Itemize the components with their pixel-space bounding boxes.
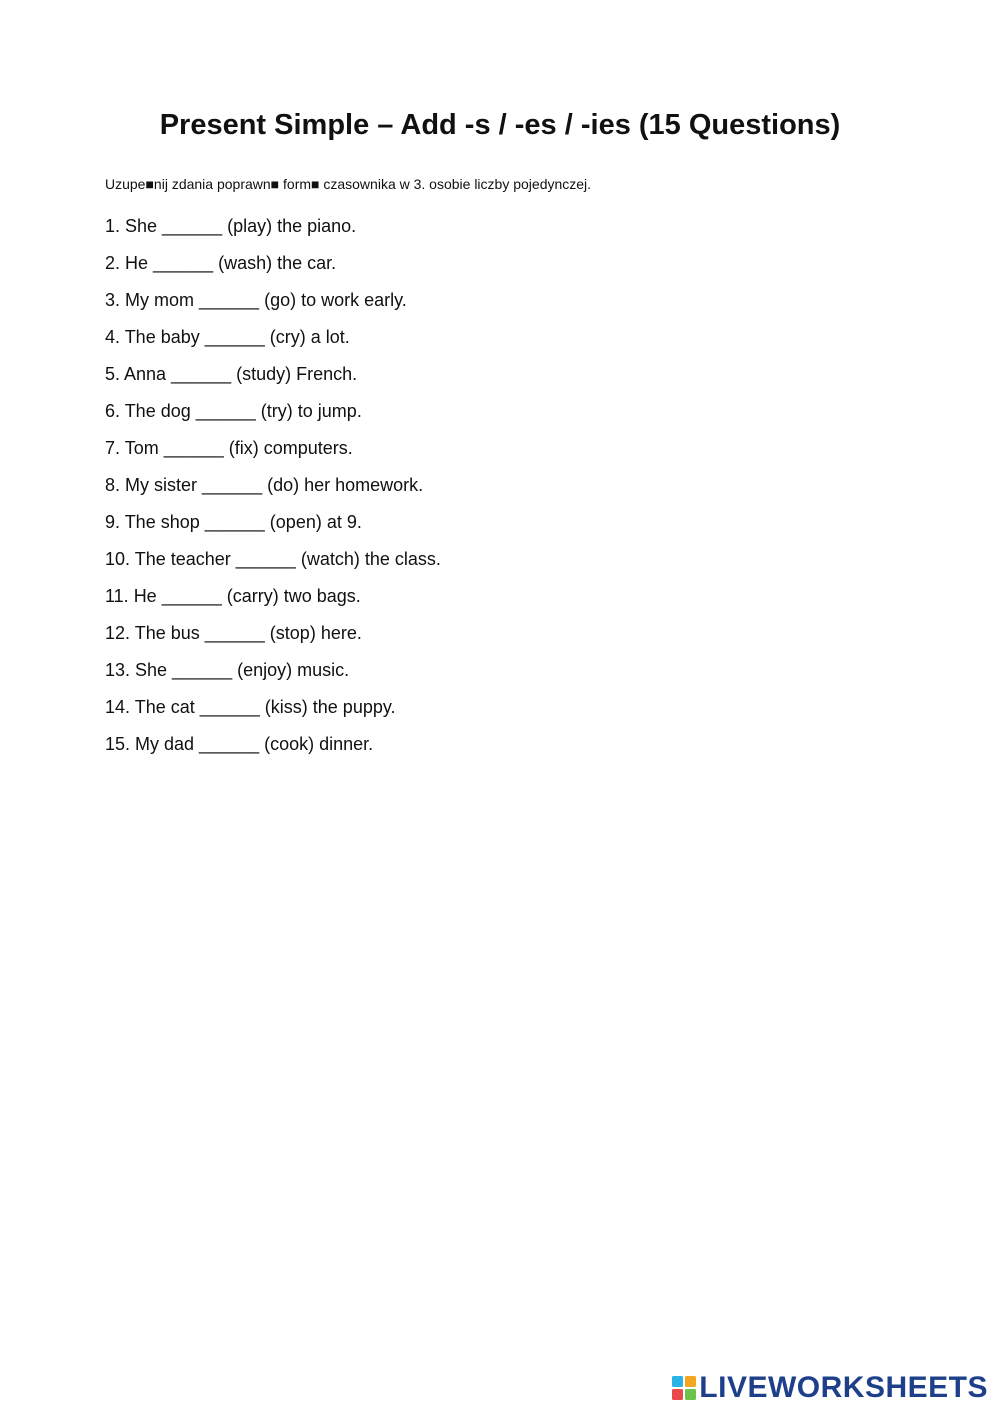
- liveworksheets-logo-icon: [672, 1376, 696, 1400]
- instructions-text: Uzupe■nij zdania poprawn■ form■ czasownika w 3. osobie liczby pojedynczej.: [105, 176, 592, 192]
- question-item: 3. My mom ______ (go) to work early.: [105, 290, 407, 310]
- question-item: 11. He ______ (carry) two bags.: [105, 586, 361, 606]
- brand-logo: [672, 1372, 988, 1404]
- question-item: 14. The cat ______ (kiss) the puppy.: [105, 697, 396, 717]
- page-title: Present Simple – Add -s / -es / -ies (15 Questions): [159, 109, 841, 141]
- question-item: 2. He ______ (wash) the car.: [105, 253, 337, 273]
- question-item: 10. The teacher ______ (watch) the class.: [105, 549, 441, 569]
- question-item: 4. The baby ______ (cry) a lot.: [105, 327, 350, 347]
- question-item: 6. The dog ______ (try) to jump.: [105, 401, 362, 421]
- question-item: 12. The bus ______ (stop) here.: [105, 623, 362, 643]
- question-list: [105, 214, 441, 769]
- question-item: 7. Tom ______ (fix) computers.: [105, 438, 353, 458]
- question-item: 1. She ______ (play) the piano.: [105, 216, 357, 236]
- question-item: 8. My sister ______ (do) her homework.: [105, 475, 424, 495]
- question-item: 15. My dad ______ (cook) dinner.: [105, 734, 374, 754]
- question-item: 13. She ______ (enjoy) music.: [105, 660, 350, 680]
- question-item: 9. The shop ______ (open) at 9.: [105, 512, 362, 532]
- question-item: 5. Anna ______ (study) French.: [105, 364, 358, 384]
- brand-name: LIVEWORKSHEETS: [699, 1371, 988, 1404]
